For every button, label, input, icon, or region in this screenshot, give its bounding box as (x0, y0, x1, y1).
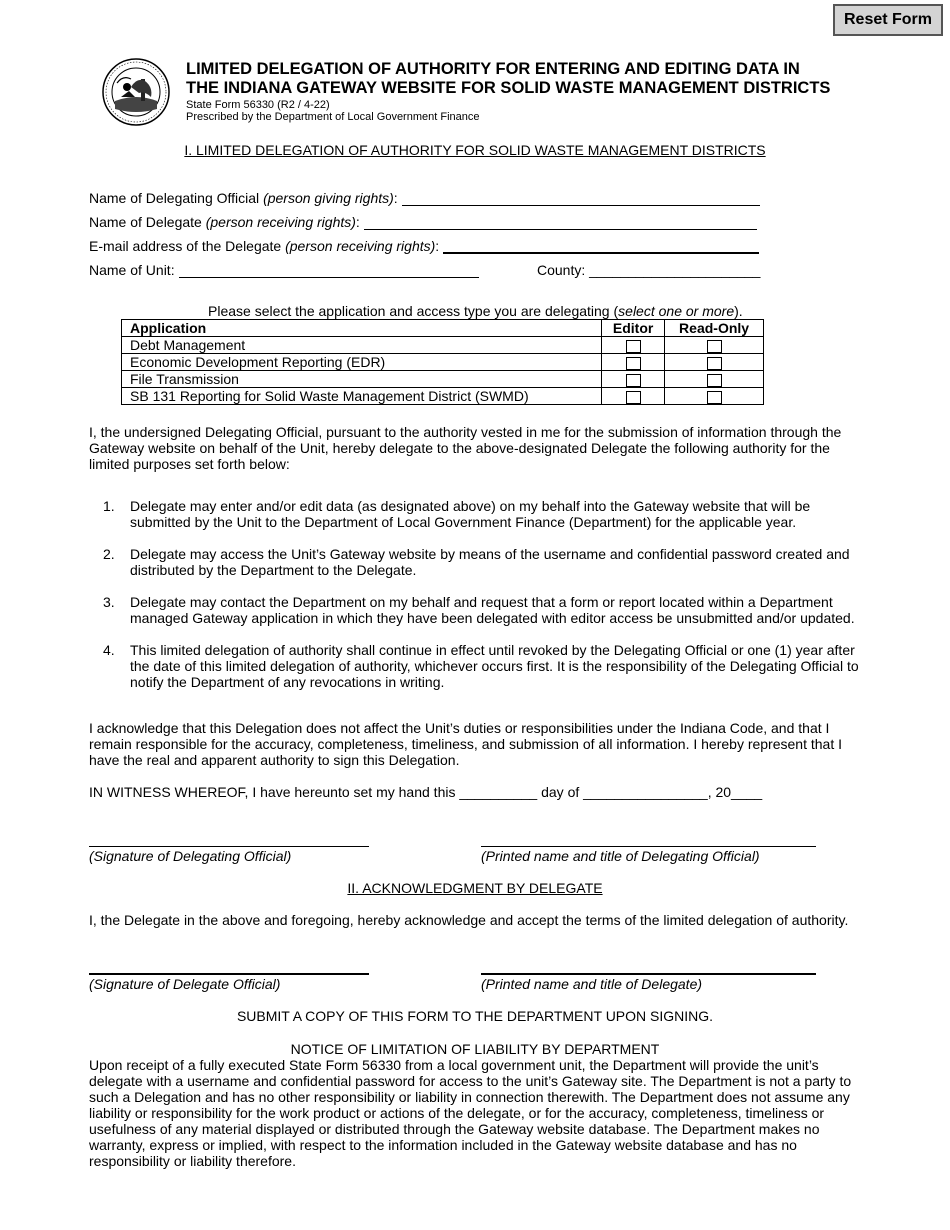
editor-cell (602, 337, 665, 354)
application-name: Economic Development Reporting (EDR) (122, 354, 602, 371)
table-header-row (122, 320, 764, 337)
list-item-text: Delegate may enter and/or edit data (as designated above) on my behalf into the Gateway website that will be submitted by the Unit to the Department of Local Government Finance (Department) for the applicable year. (130, 498, 811, 530)
email-row (89, 238, 759, 254)
list-item-number: 3. (103, 594, 115, 610)
prescribed-by: Prescribed by the Department of Local Government Finance (186, 111, 480, 123)
reset-form-button[interactable]: Reset Form (833, 4, 943, 36)
delegating-official-label: Name of Delegating Official (89, 190, 264, 206)
read-only-cell (665, 337, 764, 354)
liability-text: Upon receipt of a fully executed State Form 56330 from a local government unit, the Department will provide the unit’s delegate with a username and confidential password for access to the unit’s Gateway site. The Department is not a party to such a Delegation and has no other responsibility or liability in connection therewith. The Department does not assume any liability or responsibility for the work product or actions of the delegate, or for the accuracy, completeness, timeliness or usefulness of any material displayed or distributed through the Gateway website database. The Department makes no warranty, express or implied, with respect to the information included in the Gateway website database and has no responsibility or liability therefore. (89, 1057, 852, 1169)
indiana-state-seal-icon (101, 57, 171, 127)
signature-delegate-label: (Signature of Delegate Official) (89, 976, 281, 992)
debt-management-editor-checkbox[interactable] (626, 340, 641, 353)
delegating-official-row (89, 190, 760, 206)
form-title (186, 60, 830, 98)
delegate-signature-line[interactable] (89, 973, 369, 975)
header-editor: Editor (602, 320, 665, 337)
read-only-cell (665, 371, 764, 388)
delegate-printed-name-line[interactable] (481, 973, 816, 975)
county-field[interactable]: County: ______________________ (537, 262, 761, 278)
delegate-field[interactable] (364, 217, 757, 230)
liability-heading: NOTICE OF LIMITATION OF LIABILITY BY DEPARTMENT (290, 1041, 660, 1057)
acknowledgment-paragraph: I acknowledge that this Delegation does not affect the Unit’s duties or responsibilities under the Indiana Code, and that I remain responsible for the accuracy, completeness, timeliness, and submission of all information. I hereby represent that I have the real and apparent authority to sign this Delegation. (89, 720, 842, 768)
table-row (122, 354, 764, 371)
table-row (122, 388, 764, 405)
colon: : (393, 190, 398, 206)
submit-notice: SUBMIT A COPY OF THIS FORM TO THE DEPARTMENT UPON SIGNING. (236, 1008, 714, 1024)
header-read-only: Read-Only (665, 320, 764, 337)
delegating-official-printed-name-line[interactable] (481, 846, 816, 847)
header-application: Application (122, 320, 602, 337)
read-only-cell (665, 354, 764, 371)
delegate-acknowledgment-text: I, the Delegate in the above and foregoing, hereby acknowledge and accept the terms of the limited delegation of authority. (89, 912, 849, 928)
form-title-line-1: LIMITED DELEGATION OF AUTHORITY FOR ENTERING AND EDITING DATA IN (186, 60, 800, 78)
delegating-official-note: (person giving rights) (263, 190, 394, 206)
debt-management-read-only-checkbox[interactable] (707, 340, 722, 353)
list-item-text: Delegate may contact the Department on my behalf and request that a form or report located within a Department managed Gateway application in which they have been delegated with editor access be unsubmitted and/or updated. (130, 594, 855, 626)
unit-field[interactable] (179, 265, 479, 278)
unit-row (89, 262, 479, 278)
editor-cell (602, 371, 665, 388)
email-note: (person receiving rights) (285, 238, 436, 254)
table-row (122, 371, 764, 388)
instruction-emphasis: select one or more (618, 303, 735, 319)
signature-delegating-official-label: (Signature of Delegating Official) (89, 848, 292, 864)
delegate-label: Name of Delegate (89, 214, 206, 230)
edr-read-only-checkbox[interactable] (707, 357, 722, 370)
colon: : (435, 238, 440, 254)
application-name: SB 131 Reporting for Solid Waste Management District (SWMD) (122, 388, 602, 405)
application-name: File Transmission (122, 371, 602, 388)
delegation-intro: I, the undersigned Delegating Official, pursuant to the authority vested in me for the submission of information through the Gateway website on behalf of the Unit, hereby delegate to the above-designated Delegate the following authority for the limited purposes set forth below: (89, 424, 842, 472)
swmd-read-only-checkbox[interactable] (707, 391, 722, 404)
form-number: State Form 56330 (R2 / 4-22) (186, 99, 330, 111)
file-transmission-editor-checkbox[interactable] (626, 374, 641, 387)
table-row (122, 337, 764, 354)
instruction-end: ). (734, 303, 743, 319)
edr-editor-checkbox[interactable] (626, 357, 641, 370)
witness-statement[interactable]: IN WITNESS WHEREOF, I have hereunto set my hand this __________ day of ________________, 20____ (89, 784, 763, 800)
form-title-line-2: THE INDIANA GATEWAY WEBSITE FOR SOLID WASTE MANAGEMENT DISTRICTS (186, 79, 831, 97)
delegating-official-signature-line[interactable] (89, 846, 369, 847)
printed-name-delegate-label: (Printed name and title of Delegate) (481, 976, 703, 992)
list-item-text: Delegate may access the Unit’s Gateway website by means of the username and confidential password created and distributed by the Department to the Delegate. (130, 546, 850, 578)
email-field[interactable] (443, 240, 759, 254)
file-transmission-read-only-checkbox[interactable] (707, 374, 722, 387)
form-meta (186, 99, 479, 123)
swmd-editor-checkbox[interactable] (626, 391, 641, 404)
colon: : (355, 214, 360, 230)
delegating-official-field[interactable] (402, 193, 760, 206)
section-1-heading: I. LIMITED DELEGATION OF AUTHORITY FOR SOLID WASTE MANAGEMENT DISTRICTS (184, 142, 766, 158)
section-2-heading: II. ACKNOWLEDGMENT BY DELEGATE (347, 880, 603, 896)
editor-cell (602, 388, 665, 405)
email-label: E-mail address of the Delegate (89, 238, 286, 254)
delegate-row (89, 214, 757, 230)
list-item-number: 1. (103, 498, 115, 514)
list-item-number: 2. (103, 546, 115, 562)
application-access-table (121, 319, 764, 405)
instruction-text: Please select the application and access type you are delegating ( (208, 303, 619, 319)
unit-label: Name of Unit: (89, 262, 175, 278)
application-name: Debt Management (122, 337, 602, 354)
list-item-number: 4. (103, 642, 115, 658)
list-item-text: This limited delegation of authority shall continue in effect until revoked by the Delegating Official or one (1) year after the date of this limited delegation of authority, whichever occurs first. It is the responsibility of the Delegating Official to notify the Department of any revocations in writing. (130, 642, 859, 690)
read-only-cell (665, 388, 764, 405)
printed-name-delegating-official-label: (Printed name and title of Delegating Official) (481, 848, 760, 864)
table-instruction (208, 303, 743, 319)
editor-cell (602, 354, 665, 371)
delegate-note: (person receiving rights) (205, 214, 356, 230)
